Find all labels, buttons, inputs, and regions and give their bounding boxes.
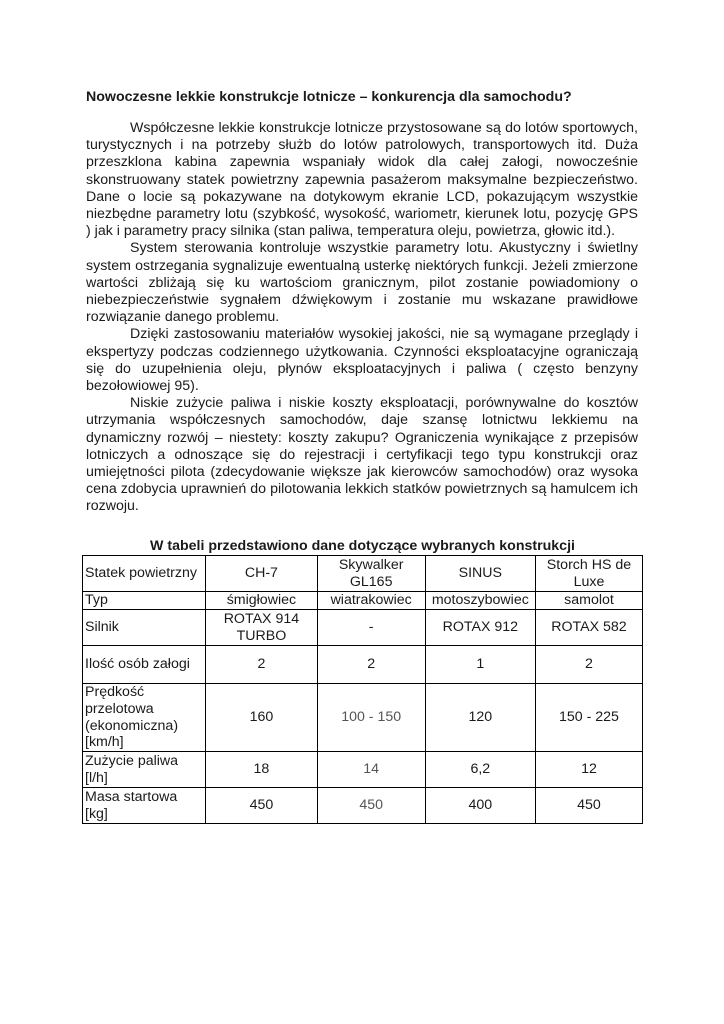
header-cell: Skywalker GL165 <box>317 556 425 592</box>
table-cell: 2 <box>206 646 318 684</box>
table-cell: 14 <box>317 752 425 788</box>
table-cell: 2 <box>535 646 642 684</box>
table-cell: 12 <box>535 752 642 788</box>
table-cell: wiatrakowiec <box>317 592 425 610</box>
table-row <box>83 752 643 788</box>
table-row <box>83 646 643 684</box>
table-row <box>83 610 643 646</box>
table-cell: ROTAX 582 <box>535 610 642 646</box>
table-cell: Silnik <box>83 610 206 646</box>
table-cell: śmigłowiec <box>206 592 318 610</box>
table-row <box>83 592 643 610</box>
table-cell: ROTAX 912 <box>425 610 535 646</box>
table-cell: 100 - 150 <box>317 684 425 752</box>
header-cell: Statek powietrzny <box>83 556 206 592</box>
table-cell: Prędkość przelotowa (ekonomiczna) [km/h] <box>83 684 206 752</box>
table-cell: ROTAX 914 TURBO <box>206 610 318 646</box>
table-cell: 2 <box>317 646 425 684</box>
table-row <box>83 788 643 824</box>
table-cell: Zużycie paliwa [l/h] <box>83 752 206 788</box>
table-cell: 1 <box>425 646 535 684</box>
table-cell: 450 <box>317 788 425 824</box>
table-cell: samolot <box>535 592 642 610</box>
table-cell: 18 <box>206 752 318 788</box>
table-cell: motoszybowiec <box>425 592 535 610</box>
table-cell: 6,2 <box>425 752 535 788</box>
table-cell: Typ <box>83 592 206 610</box>
table-cell: 450 <box>206 788 318 824</box>
aircraft-specs-table <box>82 555 643 824</box>
table-cell: Masa startowa [kg] <box>83 788 206 824</box>
table-cell: 450 <box>535 788 642 824</box>
table-caption: W tabeli przedstawiono dane dotyczące wybranych konstrukcji <box>150 538 575 554</box>
table-cell: 120 <box>425 684 535 752</box>
table-cell: Ilość osób załogi <box>83 646 206 684</box>
header-cell: CH-7 <box>206 556 318 592</box>
header-cell: Storch HS de Luxe <box>535 556 642 592</box>
table-cell: 400 <box>425 788 535 824</box>
table-cell: - <box>317 610 425 646</box>
table-cell: 160 <box>206 684 318 752</box>
table-cell: 150 - 225 <box>535 684 642 752</box>
table-row <box>83 684 643 752</box>
paragraph: Dzięki zastosowaniu materiałów wysokiej jakości, nie są wymagane przeglądy i ekspertyzy podczas codziennego użytkowania. Czynności eksploatacyjne ograniczają się do uzupełnienia oleju, płynów eksploatacyjnych i paliwa ( często benzyny bezołowiowej 95). <box>86 326 638 395</box>
paragraph: Współczesne lekkie konstrukcje lotnicze przystosowane są do lotów sportowych, turystycznych i na potrzeby służb do lotów patrolowych, transportowych itd. Duża przeszklona kabina zapewnia wspaniały widok dla całej załogi, nowocześnie skonstruowany statek powietrzny zapewnia pasażerom maksymalne bezpieczeństwo. Dane o locie są pokazywane na dotykowym ekranie LCD, pokazującym wszystkie niezbędne parametry lotu (szybkość, wysokość, wariometr, kierunek lotu, pozycję GPS ) jak i parametry pracy silnika (stan paliwa, temperatura oleju, powietrza, głowic itd.). <box>86 120 638 240</box>
paragraph: Niskie zużycie paliwa i niskie koszty eksploatacji, porównywalne do kosztów utrzymania współczesnych samochodów, daje szansę lotnictwu lekkiemu na dynamiczny rozwój – niestety: koszty zakupu? Ograniczenia wynikające z przepisów lotniczych a odnoszące się do rejestracji i certyfikacji tego typu konstrukcji oraz umiejętności pilota (zdecydowanie większe jak kierowców samochodów) oraz wysoka cena zdobycia uprawnień do pilotowania lekkich statków powietrznych są hamulcem ich rozwoju. <box>86 395 638 515</box>
header-cell: SINUS <box>425 556 535 592</box>
document-title: Nowoczesne lekkie konstrukcje lotnicze – konkurencja dla samochodu? <box>86 89 572 105</box>
table-header-row <box>83 556 643 592</box>
paragraph: System sterowania kontroluje wszystkie parametry lotu. Akustyczny i świetlny system ostrzegania sygnalizuje ewentualną usterkę niektórych funkcji. Jeżeli zmierzone wartości zbliżają się ku wartościom granicznym, pilot zostanie powiadomiony o niebezpieczeństwie sygnałem dźwiękowym i zostanie mu wskazane prawidłowe rozwiązanie danego problemu. <box>86 240 638 326</box>
article-body <box>86 120 638 516</box>
